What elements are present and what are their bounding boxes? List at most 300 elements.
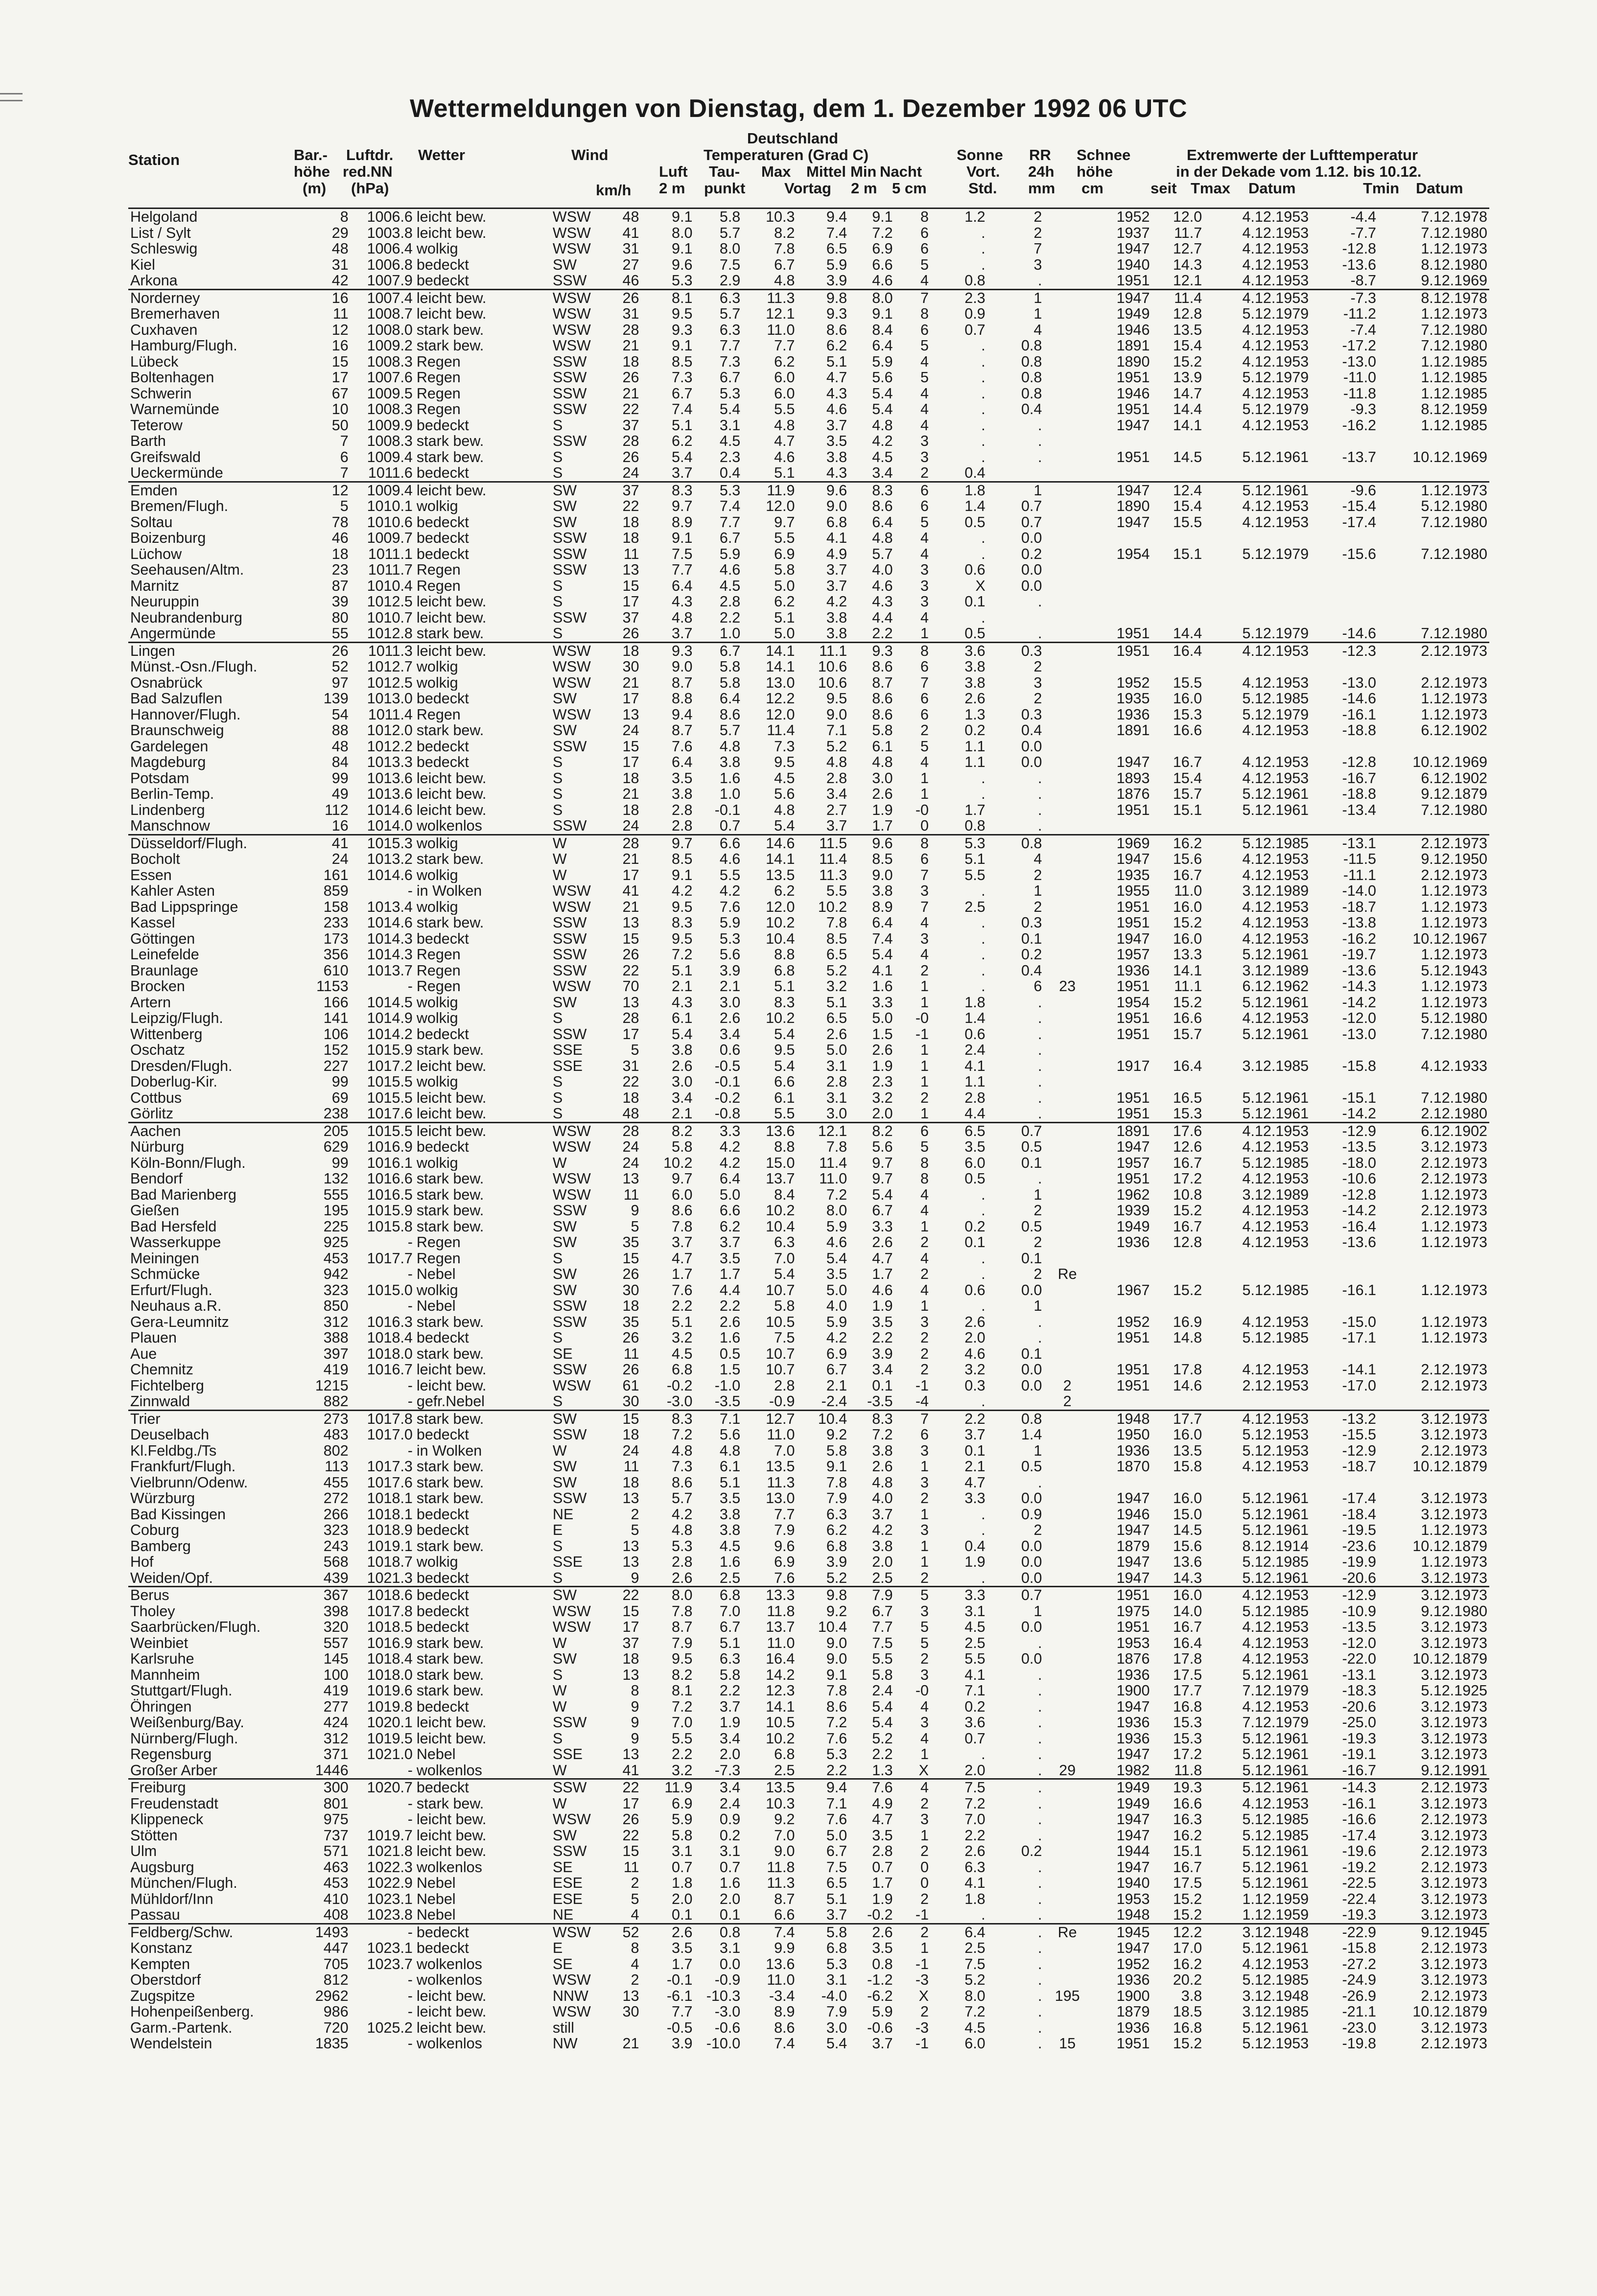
cell-wetter: Regen bbox=[416, 978, 461, 995]
cell-tmin: -14.2 bbox=[1342, 1106, 1377, 1122]
cell-seit bbox=[1091, 1298, 1152, 1314]
cell-max: 13.5 bbox=[742, 1779, 797, 1796]
cell-wind-richtung: S bbox=[552, 786, 563, 802]
cell-min-2m: 3.4 bbox=[872, 465, 893, 481]
cell-tmin-datum: 1.12.1973 bbox=[1421, 1282, 1487, 1298]
cell-taupunkt: 5.9 bbox=[719, 546, 741, 562]
cell-wetter: stark bew. bbox=[416, 1651, 484, 1667]
cell-wind-richtung: S bbox=[552, 1090, 563, 1106]
cell-tmin bbox=[1311, 578, 1378, 594]
cell-tmin-datum: 2.12.1973 bbox=[1421, 1155, 1487, 1171]
cell-sonne: X bbox=[975, 578, 986, 594]
cell-max: 11.4 bbox=[767, 722, 795, 739]
cell-wind-richtung: WSW bbox=[552, 225, 591, 241]
cell-luft-2m: 4.8 bbox=[672, 609, 693, 626]
cell-min-2m: 2.5 bbox=[872, 1570, 893, 1586]
cell-taupunkt: 4.5 bbox=[719, 1538, 741, 1554]
cell-tmin: -14.1 bbox=[1342, 1362, 1377, 1378]
cell-tmin: -9.3 bbox=[1350, 401, 1377, 417]
cell-schnee bbox=[1044, 1746, 1091, 1763]
cell-min-2m: 0.1 bbox=[872, 1377, 893, 1393]
cell-wind-speed: 18 bbox=[622, 1427, 639, 1443]
cell-sonne: 3.3 bbox=[931, 1587, 987, 1603]
header-extrem-2: in der Dekade vom 1.12. bis 10.12. bbox=[1176, 163, 1422, 180]
table-row bbox=[128, 883, 1489, 899]
cell-schnee bbox=[1044, 2020, 1091, 2036]
cell-wind-speed: 48 bbox=[600, 209, 641, 225]
cell-max: 5.1 bbox=[774, 978, 795, 995]
cell-tmin-datum: 10.12.1879 bbox=[1412, 1651, 1487, 1667]
cell-station: Göttingen bbox=[130, 930, 195, 947]
table-row bbox=[128, 739, 1489, 755]
cell-wind-speed: 37 bbox=[622, 609, 639, 626]
cell-wind-speed: 22 bbox=[600, 1779, 641, 1796]
cell-seit bbox=[1091, 562, 1152, 578]
cell-max: -3.4 bbox=[769, 1988, 795, 2004]
cell-mittel: 3.7 bbox=[826, 1907, 847, 1923]
table-row bbox=[128, 1554, 1489, 1570]
cell-tmax: 15.2 bbox=[1173, 1282, 1202, 1298]
cell-tmax: 16.0 bbox=[1173, 1490, 1202, 1507]
cell-wetter: in Wolken bbox=[416, 1442, 482, 1459]
cell-wind-speed: 11 bbox=[623, 1459, 639, 1475]
cell-tmin-datum bbox=[1378, 1042, 1489, 1058]
cell-min-5cm: 2 bbox=[920, 1843, 929, 1859]
cell-sonne: 0.5 bbox=[964, 1171, 986, 1187]
cell-taupunkt: 2.4 bbox=[719, 1795, 741, 1811]
cell-wetter: Nebel bbox=[416, 1266, 456, 1282]
cell-tmax: 15.3 bbox=[1173, 1715, 1202, 1731]
cell-seit: 1951 bbox=[1091, 642, 1152, 659]
cell-min-2m: 2.2 bbox=[872, 1746, 893, 1763]
cell-schnee bbox=[1044, 626, 1091, 642]
cell-schnee bbox=[1044, 225, 1091, 241]
cell-rr-24h: 0.8 bbox=[1021, 338, 1042, 354]
cell-wind-richtung: W bbox=[552, 1442, 567, 1459]
cell-bar-hoehe: 227 bbox=[323, 1058, 349, 1074]
cell-tmax-datum: 5.12.1985 bbox=[1242, 1554, 1309, 1570]
cell-taupunkt: 6.7 bbox=[694, 642, 742, 659]
cell-bar-hoehe: 300 bbox=[302, 1779, 351, 1796]
cell-tmax bbox=[1151, 1346, 1204, 1362]
cell-luft-2m: 3.5 bbox=[672, 770, 693, 786]
cell-tmin-datum bbox=[1378, 659, 1489, 675]
cell-min-2m: 3.7 bbox=[872, 2036, 893, 2052]
header-rr-3: mm bbox=[1028, 180, 1056, 197]
cell-bar-hoehe: 106 bbox=[323, 1026, 349, 1042]
cell-rr-24h: 1 bbox=[1033, 1442, 1042, 1459]
table-row bbox=[128, 1763, 1489, 1779]
cell-tmin: -16.1 bbox=[1342, 1795, 1377, 1811]
cell-tmax: 15.4 bbox=[1173, 498, 1202, 514]
cell-tmax-datum: 5.12.1961 bbox=[1204, 482, 1311, 498]
cell-tmax: 11.0 bbox=[1174, 883, 1202, 899]
cell-station: Öhringen bbox=[130, 1698, 192, 1715]
cell-tmin: -14.2 bbox=[1342, 1203, 1377, 1219]
cell-tmin-datum: 3.12.1973 bbox=[1421, 1730, 1487, 1746]
cell-tmin-datum: 5.12.1925 bbox=[1421, 1683, 1487, 1699]
cell-bar-hoehe: 610 bbox=[323, 962, 349, 978]
cell-luft-2m: 3.8 bbox=[672, 1042, 693, 1058]
cell-tmax bbox=[1151, 1251, 1204, 1267]
cell-tmin-datum: 1.12.1973 bbox=[1421, 241, 1487, 257]
cell-tmin: -19.6 bbox=[1342, 1843, 1377, 1859]
cell-bar-hoehe: 16 bbox=[331, 818, 349, 834]
table-row bbox=[128, 818, 1489, 835]
cell-tmax-datum: 5.12.1961 bbox=[1204, 1779, 1311, 1796]
cell-tmax-datum: 4.12.1953 bbox=[1204, 1410, 1311, 1427]
cell-luftdruck: 1023.7 bbox=[367, 1956, 413, 1972]
cell-luft-2m: 8.0 bbox=[641, 1587, 694, 1603]
cell-tmin: -4.4 bbox=[1311, 209, 1378, 225]
cell-tmin-datum: 9.12.1950 bbox=[1421, 851, 1487, 867]
cell-seit: 1951 bbox=[1116, 899, 1150, 915]
cell-wetter: stark bew. bbox=[416, 1459, 484, 1475]
cell-min-5cm: 6 bbox=[920, 225, 929, 241]
cell-luftdruck: 1019.7 bbox=[367, 1827, 413, 1843]
cell-max: 6.8 bbox=[774, 1746, 795, 1763]
cell-taupunkt: 3.1 bbox=[719, 1843, 741, 1859]
cell-sonne: 1.2 bbox=[931, 209, 987, 225]
cell-sonne: 2.5 bbox=[964, 1635, 986, 1651]
cell-taupunkt: 3.3 bbox=[694, 1122, 742, 1139]
cell-min-2m: 5.2 bbox=[872, 1730, 893, 1746]
cell-station: Boizenburg bbox=[130, 530, 206, 546]
cell-sonne: 0.6 bbox=[964, 1026, 986, 1042]
cell-station: Aue bbox=[130, 1345, 157, 1362]
cell-tmax-datum: 3.12.1985 bbox=[1242, 2004, 1309, 2020]
cell-tmax-datum: 4.12.1953 bbox=[1242, 1635, 1309, 1651]
cell-bar-hoehe: 859 bbox=[323, 883, 349, 899]
cell-max: 12.2 bbox=[766, 691, 795, 707]
cell-tmax-datum: 5.12.1985 bbox=[1242, 1282, 1309, 1298]
cell-min-2m: 5.9 bbox=[872, 2004, 893, 2020]
cell-rr-24h: 3 bbox=[1033, 256, 1042, 273]
cell-min-2m: 0.8 bbox=[872, 1956, 893, 1972]
cell-wind-richtung: SSW bbox=[552, 530, 587, 546]
cell-tmin-datum: 1.12.1973 bbox=[1378, 482, 1489, 498]
cell-sonne: . bbox=[981, 449, 986, 465]
cell-rr-24h: 0.7 bbox=[987, 1587, 1044, 1603]
cell-seit: 1891 bbox=[1091, 1122, 1152, 1139]
cell-tmin-datum bbox=[1378, 1074, 1489, 1090]
cell-wind-richtung: WSW bbox=[552, 1972, 591, 1988]
cell-sonne: . bbox=[981, 1393, 986, 1410]
cell-wind-richtung: SSW bbox=[552, 930, 587, 947]
cell-bar-hoehe: 23 bbox=[331, 562, 349, 578]
cell-mittel: 2.8 bbox=[826, 770, 847, 786]
cell-rr-24h: . bbox=[1037, 1171, 1042, 1187]
cell-max: 5.1 bbox=[774, 609, 795, 626]
cell-min-5cm: 5 bbox=[920, 1619, 929, 1635]
header-tmax: Tmax bbox=[1191, 180, 1230, 197]
weather-table-body bbox=[128, 209, 1489, 2052]
cell-seit: 1891 bbox=[1116, 722, 1150, 739]
cell-wetter: leicht bew. bbox=[416, 306, 487, 322]
cell-bar-hoehe: 882 bbox=[323, 1393, 349, 1410]
cell-wind-speed: 31 bbox=[622, 1058, 639, 1074]
cell-bar-hoehe: 447 bbox=[323, 1940, 349, 1956]
cell-wind-richtung: SSW bbox=[552, 1715, 587, 1731]
cell-station: Helgoland bbox=[128, 209, 302, 225]
header-tmin: Tmin bbox=[1363, 180, 1400, 197]
cell-min-2m: 7.6 bbox=[849, 1779, 894, 1796]
cell-seit: 1975 bbox=[1116, 1603, 1150, 1619]
cell-wind-richtung: W bbox=[552, 851, 567, 867]
cell-min-5cm: 7 bbox=[920, 899, 929, 915]
cell-luft-2m: -3.0 bbox=[666, 1393, 693, 1410]
cell-taupunkt: 7.6 bbox=[719, 899, 741, 915]
cell-taupunkt: 0.7 bbox=[719, 818, 741, 834]
cell-bar-hoehe: 555 bbox=[323, 1186, 349, 1203]
cell-tmin-datum bbox=[1378, 818, 1489, 835]
cell-wetter: Regen bbox=[416, 1234, 461, 1251]
cell-tmin-datum: 2.12.1973 bbox=[1421, 1843, 1487, 1859]
cell-wind-speed: 13 bbox=[622, 994, 639, 1010]
cell-schnee bbox=[1044, 1459, 1091, 1475]
cell-tmax-datum: 5.12.1985 bbox=[1204, 835, 1311, 851]
cell-seit bbox=[1091, 433, 1152, 449]
cell-wind-richtung: S bbox=[552, 578, 563, 594]
cell-tmin-datum: 3.12.1973 bbox=[1421, 1667, 1487, 1683]
cell-tmax: 17.0 bbox=[1173, 1940, 1202, 1956]
cell-seit: 1954 bbox=[1116, 546, 1150, 562]
cell-tmax bbox=[1151, 594, 1204, 610]
cell-schnee bbox=[1044, 1635, 1091, 1651]
cell-min-5cm: 2 bbox=[920, 1490, 929, 1507]
cell-tmax: 15.2 bbox=[1173, 1891, 1202, 1907]
cell-station: Schwerin bbox=[130, 385, 192, 401]
cell-mittel: 6.7 bbox=[826, 1843, 847, 1859]
cell-tmin: -18.7 bbox=[1342, 1459, 1377, 1475]
cell-mittel: 3.8 bbox=[826, 449, 847, 465]
cell-min-2m: 6.4 bbox=[872, 514, 893, 530]
cell-taupunkt: 3.4 bbox=[719, 1026, 741, 1042]
cell-sonne: . bbox=[981, 1186, 986, 1203]
cell-station: Würzburg bbox=[130, 1490, 195, 1507]
cell-rr-24h: 0.0 bbox=[1021, 1538, 1042, 1554]
cell-taupunkt: -10.0 bbox=[706, 2036, 741, 2052]
cell-wind-richtung: SSE bbox=[552, 1746, 583, 1763]
cell-tmin-datum: 7.12.1980 bbox=[1421, 802, 1487, 818]
cell-seit: 1947 bbox=[1116, 1746, 1150, 1763]
cell-mittel: 7.9 bbox=[826, 2004, 847, 2020]
cell-wetter: leicht bew. bbox=[416, 802, 487, 818]
cell-luft-2m: 2.6 bbox=[672, 1058, 693, 1074]
cell-wind-richtung: WSW bbox=[551, 289, 600, 306]
cell-tmax-datum: 4.12.1953 bbox=[1242, 1203, 1309, 1219]
cell-max: 7.7 bbox=[774, 1506, 795, 1522]
cell-max: 10.5 bbox=[766, 1715, 795, 1731]
cell-schnee bbox=[1044, 722, 1091, 739]
cell-luftdruck: 1022.3 bbox=[367, 1859, 413, 1875]
cell-tmin bbox=[1311, 1251, 1378, 1267]
cell-schnee bbox=[1044, 1972, 1091, 1988]
cell-mittel: 6.9 bbox=[826, 1345, 847, 1362]
cell-min-5cm: 3 bbox=[920, 562, 929, 578]
cell-tmax: 15.2 bbox=[1173, 353, 1202, 370]
cell-min-5cm: 3 bbox=[920, 883, 929, 899]
cell-max: 11.0 bbox=[767, 1427, 795, 1443]
cell-schnee bbox=[1044, 370, 1091, 386]
cell-wetter: stark bew. bbox=[416, 1345, 484, 1362]
cell-tmin bbox=[1311, 1298, 1378, 1314]
cell-min-5cm: 6 bbox=[895, 1122, 931, 1139]
cell-tmin: -13.6 bbox=[1342, 962, 1377, 978]
cell-tmin bbox=[1311, 739, 1378, 755]
cell-station: Freiburg bbox=[128, 1779, 302, 1796]
table-row bbox=[128, 1378, 1489, 1394]
cell-min-2m: 8.9 bbox=[872, 899, 893, 915]
cell-bar-hoehe: 132 bbox=[323, 1171, 349, 1187]
cell-wind-richtung: WSW bbox=[552, 899, 591, 915]
cell-taupunkt: 1.0 bbox=[719, 626, 741, 642]
cell-sonne: 1.3 bbox=[964, 706, 986, 722]
cell-rr-24h: 0.0 bbox=[1021, 530, 1042, 546]
cell-taupunkt: -3.0 bbox=[714, 2004, 741, 2020]
cell-bar-hoehe: 323 bbox=[323, 1282, 349, 1298]
cell-seit: 1939 bbox=[1116, 1203, 1150, 1219]
cell-luftdruck: 1018.0 bbox=[367, 1345, 413, 1362]
cell-min-5cm: 4 bbox=[920, 1282, 929, 1298]
cell-seit: 1947 bbox=[1116, 1859, 1150, 1875]
cell-seit: 1947 bbox=[1116, 851, 1150, 867]
cell-min-2m: 3.5 bbox=[872, 1314, 893, 1330]
cell-wind-richtung: S bbox=[552, 754, 563, 770]
cell-rr-24h: . bbox=[1037, 1667, 1042, 1683]
cell-mittel: 8.6 bbox=[826, 1698, 847, 1715]
cell-luft-2m: 2.2 bbox=[672, 1298, 693, 1314]
cell-taupunkt: 2.8 bbox=[719, 594, 741, 610]
cell-luftdruck: 1013.6 bbox=[367, 786, 413, 802]
cell-tmax-datum: 4.12.1953 bbox=[1242, 1362, 1309, 1378]
cell-bar-hoehe: 801 bbox=[323, 1795, 349, 1811]
cell-tmin-datum: 10.12.1969 bbox=[1412, 449, 1487, 465]
cell-rr-24h: 3 bbox=[1033, 674, 1042, 691]
cell-mittel: 4.9 bbox=[826, 546, 847, 562]
cell-bar-hoehe: 571 bbox=[323, 1843, 349, 1859]
cell-bar-hoehe: 78 bbox=[331, 514, 349, 530]
cell-bar-hoehe: 1835 bbox=[315, 2036, 349, 2052]
cell-tmax: 13.5 bbox=[1173, 1442, 1202, 1459]
cell-taupunkt: 6.2 bbox=[719, 1218, 741, 1234]
cell-min-5cm: 4 bbox=[920, 754, 929, 770]
cell-wetter: stark bew. bbox=[416, 915, 484, 931]
cell-min-2m: 2.6 bbox=[872, 786, 893, 802]
cell-wetter: stark bew. bbox=[416, 1314, 484, 1330]
cell-tmin bbox=[1311, 433, 1378, 449]
cell-taupunkt: 6.3 bbox=[694, 289, 742, 306]
cell-taupunkt: 5.5 bbox=[719, 867, 741, 883]
cell-mittel: 2.2 bbox=[826, 1762, 847, 1779]
cell-wind-richtung: SW bbox=[552, 256, 577, 273]
cell-taupunkt: 4.6 bbox=[719, 851, 741, 867]
cell-wetter: leicht bew. bbox=[415, 1122, 551, 1139]
cell-schnee bbox=[1044, 465, 1091, 482]
cell-max: 8.2 bbox=[774, 225, 795, 241]
cell-station: Warnemünde bbox=[130, 401, 219, 417]
cell-taupunkt: 2.6 bbox=[719, 1010, 741, 1026]
cell-min-2m: 5.9 bbox=[872, 353, 893, 370]
cell-taupunkt: 7.1 bbox=[694, 1410, 742, 1427]
cell-min-2m: 5.4 bbox=[872, 385, 893, 401]
cell-sonne: 1.9 bbox=[964, 1554, 986, 1570]
cell-luft-2m: 6.1 bbox=[672, 1010, 693, 1026]
cell-tmax-datum bbox=[1204, 818, 1311, 835]
header-seit: seit bbox=[1151, 180, 1177, 197]
cell-tmin: -24.9 bbox=[1342, 1972, 1377, 1988]
cell-tmin: -15.0 bbox=[1342, 1314, 1377, 1330]
cell-max: 8.9 bbox=[774, 2004, 795, 2020]
cell-luftdruck: 1013.0 bbox=[367, 691, 413, 707]
cell-wind-speed: 18 bbox=[622, 802, 639, 818]
cell-mittel: 3.0 bbox=[826, 1106, 847, 1122]
cell-taupunkt: 7.5 bbox=[719, 256, 741, 273]
cell-wind-speed: 13 bbox=[622, 1538, 639, 1554]
cell-luftdruck: 1023.1 bbox=[367, 1891, 413, 1907]
cell-wetter: bedeckt bbox=[416, 256, 469, 273]
cell-luftdruck: - bbox=[407, 1377, 413, 1393]
cell-tmax: 16.0 bbox=[1173, 930, 1202, 947]
cell-wind-speed: 26 bbox=[622, 1330, 639, 1346]
cell-mittel: 7.6 bbox=[826, 1811, 847, 1828]
header-temperaturen: Temperaturen (Grad C) bbox=[704, 146, 869, 163]
cell-bar-hoehe: 12 bbox=[302, 482, 351, 498]
cell-tmax: 13.9 bbox=[1173, 370, 1202, 386]
cell-tmax: 14.1 bbox=[1173, 962, 1202, 978]
cell-sonne: 2.6 bbox=[964, 1843, 986, 1859]
cell-tmin-datum: 1.12.1973 bbox=[1421, 883, 1487, 899]
cell-sonne: 2.6 bbox=[964, 1314, 986, 1330]
cell-luft-2m: 9.5 bbox=[672, 899, 693, 915]
cell-wind-speed: 28 bbox=[600, 1122, 641, 1139]
cell-wind-speed: 52 bbox=[600, 1924, 641, 1940]
cell-station: Köln-Bonn/Flugh. bbox=[130, 1155, 246, 1171]
cell-schnee bbox=[1044, 707, 1091, 723]
cell-tmin-datum: 1.12.1973 bbox=[1421, 915, 1487, 931]
cell-tmax bbox=[1151, 530, 1204, 546]
cell-seit: 1951 bbox=[1116, 370, 1150, 386]
cell-rr-24h: 0.8 bbox=[987, 1410, 1044, 1427]
cell-schnee bbox=[1044, 851, 1091, 867]
cell-tmax: 15.3 bbox=[1173, 1106, 1202, 1122]
cell-tmax-datum: 5.12.1961 bbox=[1242, 1843, 1309, 1859]
cell-wind-speed: 35 bbox=[622, 1234, 639, 1251]
table-row bbox=[128, 1074, 1489, 1090]
cell-tmax-datum bbox=[1204, 1346, 1311, 1362]
cell-luft-2m: 9.7 bbox=[672, 498, 693, 514]
cell-luftdruck: - bbox=[407, 978, 413, 995]
cell-mittel: 2.1 bbox=[826, 1377, 847, 1393]
cell-luft-2m: 0.1 bbox=[672, 1907, 693, 1923]
cell-max: 6.2 bbox=[774, 353, 795, 370]
header-schnee-2: höhe bbox=[1077, 163, 1113, 180]
cell-min-5cm: 5 bbox=[920, 1139, 929, 1155]
cell-bar-hoehe: 629 bbox=[323, 1139, 349, 1155]
cell-tmax: 18.5 bbox=[1173, 2004, 1202, 2020]
cell-wind-richtung: SSW bbox=[552, 353, 587, 370]
cell-max: 6.7 bbox=[774, 256, 795, 273]
cell-bar-hoehe: 16 bbox=[331, 338, 349, 354]
cell-min-2m: 4.6 bbox=[872, 273, 893, 289]
cell-taupunkt: 4.5 bbox=[719, 433, 741, 449]
cell-wetter: in Wolken bbox=[416, 883, 482, 899]
cell-bar-hoehe: 152 bbox=[323, 1042, 349, 1058]
cell-min-2m: 3.2 bbox=[872, 1090, 893, 1106]
cell-min-2m: 5.7 bbox=[872, 546, 893, 562]
cell-mittel: 10.4 bbox=[818, 1619, 847, 1635]
cell-schnee bbox=[1044, 562, 1091, 578]
